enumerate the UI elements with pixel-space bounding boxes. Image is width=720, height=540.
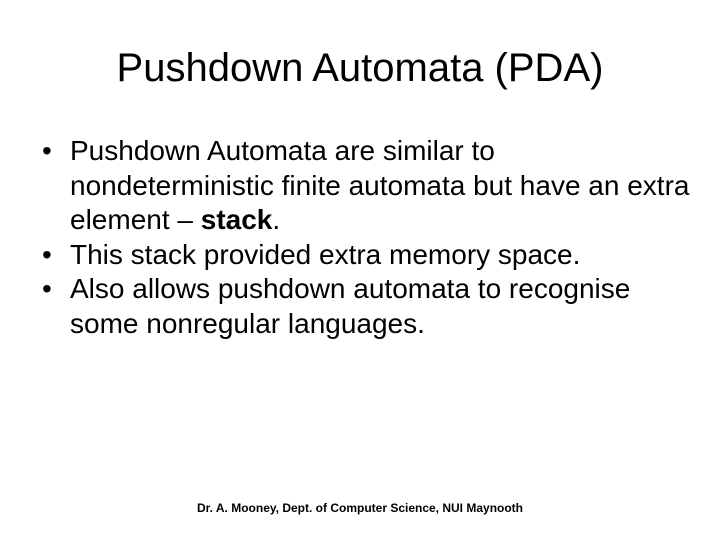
- bullet-item-1: [40, 134, 700, 238]
- bullet-item-2: [40, 238, 700, 273]
- bullet-emphasis-stack: stack: [200, 204, 273, 235]
- bullet-icon: •: [42, 135, 52, 166]
- bullet-item-3: [40, 272, 700, 341]
- bullet-icon: •: [42, 273, 52, 304]
- bullet-text: This stack provided extra memory space.: [70, 238, 581, 270]
- bullet-icon: •: [42, 238, 52, 270]
- bullet-text-before: Pushdown Automata are similar to nondeterministic finite automata but have an extra element –: [70, 135, 690, 235]
- slide-title: Pushdown Automata (PDA): [116, 46, 604, 90]
- bullet-list: [40, 134, 700, 341]
- slide-footer: Dr. A. Mooney, Dept. of Computer Science, NUI Maynooth: [196, 501, 524, 515]
- bullet-text-after: .: [272, 204, 281, 235]
- bullet-text: Also allows pushdown automata to recognise some nonregular languages.: [70, 273, 631, 339]
